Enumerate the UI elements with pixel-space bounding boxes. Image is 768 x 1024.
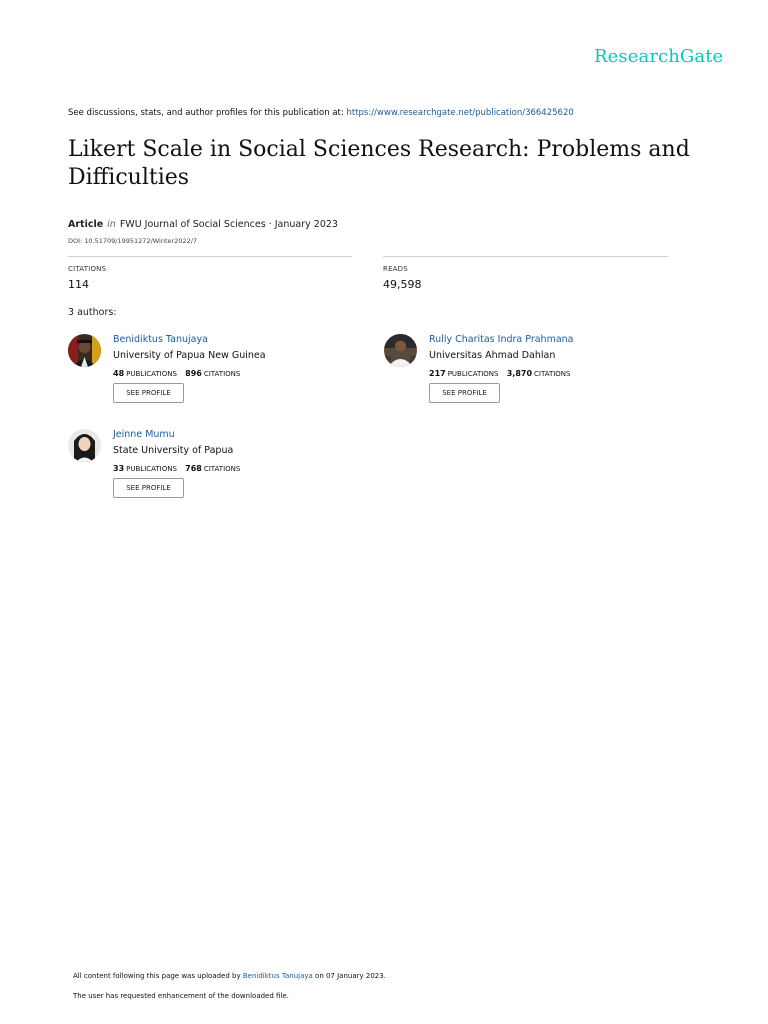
publications-count: 33 — [113, 464, 125, 473]
divider-reads — [383, 256, 668, 257]
citations-label: CITATIONS — [534, 370, 571, 378]
researchgate-logo[interactable]: ResearchGate — [594, 46, 724, 67]
author-institution: University of Papua New Guinea — [113, 350, 266, 361]
journal-date: FWU Journal of Social Sciences · January 2023 — [119, 219, 338, 230]
uploader-link[interactable]: Benidiktus Tanujaya — [242, 972, 313, 980]
see-profile-button[interactable]: SEE PROFILE — [113, 478, 184, 498]
discussion-line — [68, 108, 574, 118]
citations-count: 3,870 — [506, 369, 533, 378]
publications-count: 217 — [429, 369, 446, 378]
divider-citations — [68, 256, 352, 257]
publication-link[interactable]: https://www.researchgate.net/publication/366425620 — [346, 108, 574, 118]
publications-label: PUBLICATIONS — [447, 370, 499, 378]
avatar[interactable] — [68, 334, 101, 367]
see-profile-button[interactable]: SEE PROFILE — [429, 383, 500, 403]
avatar[interactable] — [68, 429, 101, 462]
citations-count: 768 — [185, 464, 202, 473]
author-name[interactable]: Jeinne Mumu — [113, 429, 175, 440]
citations-label: CITATIONS — [203, 465, 241, 473]
avatar[interactable] — [384, 334, 417, 367]
author-institution: State University of Papua — [113, 445, 234, 456]
author-card — [68, 429, 368, 509]
author-stats — [429, 369, 571, 378]
see-profile-button[interactable]: SEE PROFILE — [113, 383, 184, 403]
authors-heading: 3 authors: — [68, 307, 117, 318]
discussion-text: See discussions, stats, and author profiles for this publication at: — [68, 108, 344, 118]
author-institution: Universitas Ahmad Dahlan — [429, 350, 556, 361]
author-card — [384, 334, 684, 414]
author-name[interactable]: Rully Charitas Indra Prahmana — [429, 334, 574, 345]
enhancement-note: The user has requested enhancement of the downloaded file. — [73, 992, 289, 1000]
doi: DOI: 10.51709/19951272/Winter2022/7 — [68, 237, 198, 245]
in-label: in — [107, 219, 116, 230]
reads-label: READS — [383, 265, 408, 273]
publications-label: PUBLICATIONS — [126, 465, 177, 473]
publications-label: PUBLICATIONS — [126, 370, 177, 378]
citations-value: 114 — [68, 278, 89, 291]
author-name[interactable]: Benidiktus Tanujaya — [113, 334, 208, 345]
author-stats — [113, 464, 240, 473]
author-card — [68, 334, 368, 414]
publications-count: 48 — [113, 369, 125, 378]
publication-meta — [68, 219, 338, 230]
citations-label: CITATIONS — [203, 370, 241, 378]
citations-label: CITATIONS — [68, 265, 107, 273]
publication-title: Likert Scale in Social Sciences Research: Problems and Difficulties — [68, 137, 690, 190]
upload-note — [73, 972, 386, 980]
author-stats — [113, 369, 240, 378]
publication-type: Article — [68, 219, 104, 230]
upload-prefix: All content following this page was uploaded by — [73, 972, 241, 980]
citations-count: 896 — [185, 369, 202, 378]
reads-value: 49,598 — [383, 278, 422, 291]
upload-suffix: on 07 January 2023. — [315, 972, 386, 980]
